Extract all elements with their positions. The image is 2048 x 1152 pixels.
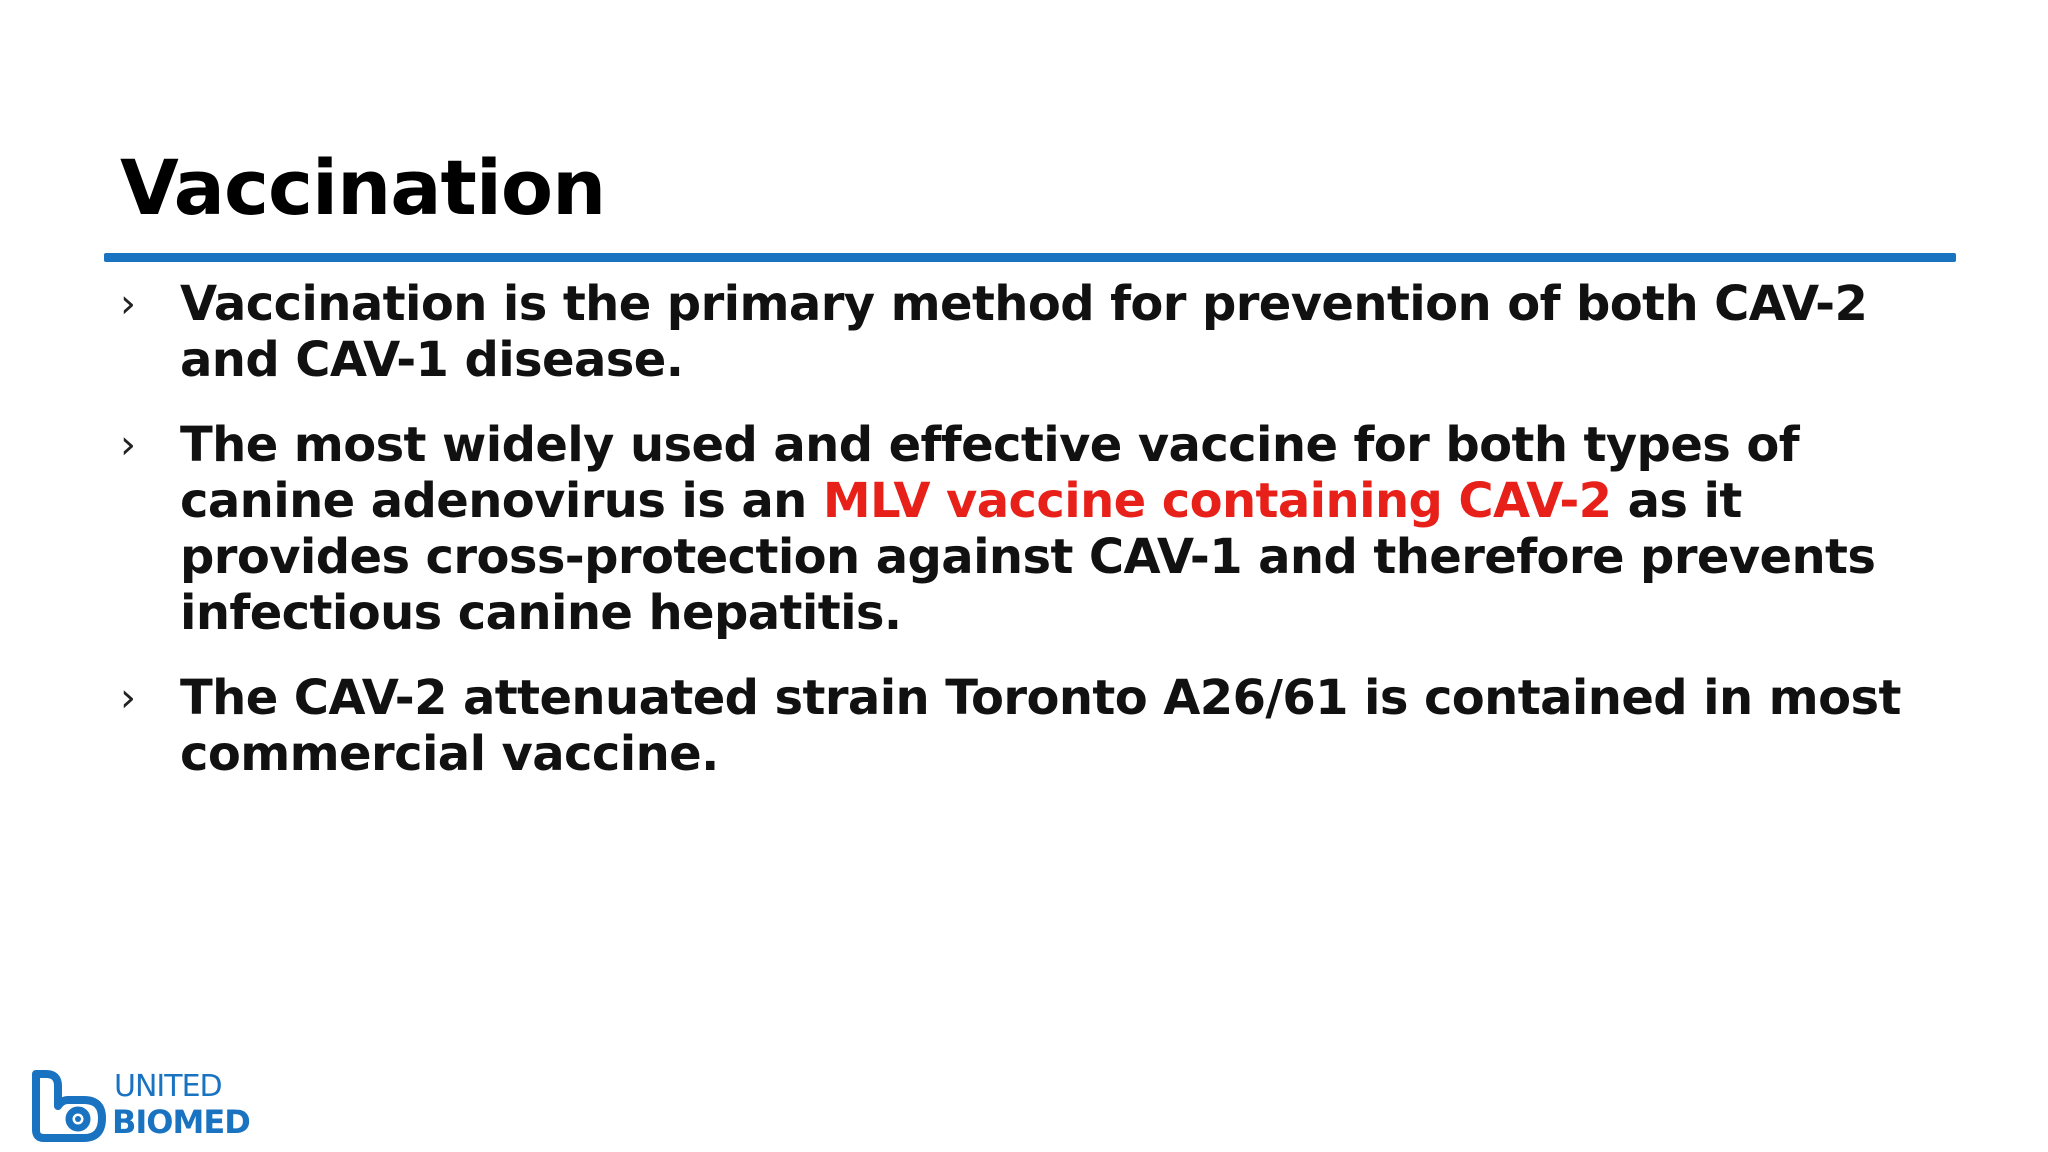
bullet-text: The CAV-2 attenuated strain Toronto A26/61 is contained in most commercial vaccine. [180,670,1901,782]
logo-text-biomed: BIOMED [112,1103,250,1141]
bullet-text-continued: as it provides cross-protection against CAV-1 and therefore prevents infectious canine hepatitis. [180,473,1876,641]
bullet-marker-icon: › [120,281,136,327]
bullet-marker-icon: › [120,422,136,468]
united-biomed-logo-icon [28,1068,108,1144]
bullet-list [120,276,1940,811]
bullet-text: Vaccination is the primary method for prevention of both CAV-2 and CAV-1 disease. [180,276,1868,388]
slide-title: Vaccination [120,143,606,232]
title-underline [104,253,1956,262]
bullet-item-1 [120,276,1940,388]
logo-text-united: UNITED [114,1069,222,1104]
bullet-marker-icon: › [120,675,136,721]
bullet-item-3 [120,670,1940,782]
bullet-item-2 [120,417,1940,641]
united-biomed-logo [28,1068,268,1144]
bullet-text: The most widely used and effective vaccine for both types of canine adenovirus is an [180,417,1800,529]
highlighted-text: MLV vaccine containing CAV-2 [822,473,1612,529]
